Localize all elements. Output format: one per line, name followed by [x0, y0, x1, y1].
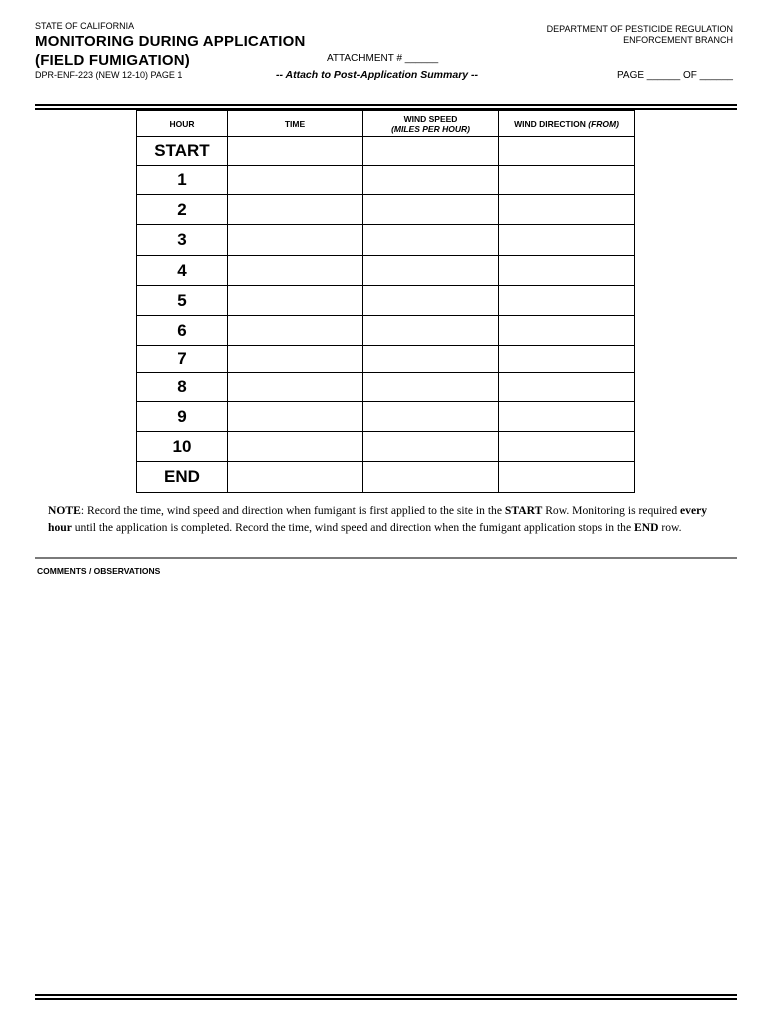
time-cell[interactable]	[228, 402, 363, 432]
hour-cell: 6	[137, 316, 228, 346]
table-row	[137, 432, 635, 462]
note-text-2: Row. Monitoring is required	[542, 504, 681, 517]
page-of-field[interactable]: PAGE ______ OF ______	[616, 70, 733, 81]
wind-speed-cell[interactable]	[363, 195, 499, 225]
table-row	[137, 256, 635, 286]
wind-direction-cell[interactable]	[499, 166, 635, 195]
wind-direction-cell[interactable]	[499, 137, 635, 166]
time-cell[interactable]	[228, 195, 363, 225]
wind-direction-label: WIND DIRECTION	[514, 118, 586, 129]
hour-cell: 7	[137, 346, 228, 373]
wind-direction-cell[interactable]	[499, 432, 635, 462]
state-label: STATE OF CALIFORNIA	[35, 21, 135, 31]
time-cell[interactable]	[228, 256, 363, 286]
time-cell[interactable]	[228, 137, 363, 166]
column-header-hour: HOUR	[137, 111, 228, 137]
wind-direction-cell[interactable]	[499, 225, 635, 256]
attach-instruction: -- Attach to Post-Application Summary --	[276, 69, 479, 81]
department-name: DEPARTMENT OF PESTICIDE REGULATION	[546, 24, 733, 34]
hour-cell: END	[137, 462, 228, 493]
time-cell[interactable]	[228, 346, 363, 373]
time-cell[interactable]	[228, 373, 363, 402]
wind-direction-cell[interactable]	[499, 402, 635, 432]
table-row	[137, 462, 635, 493]
wind-speed-cell[interactable]	[363, 166, 499, 195]
hour-cell: 8	[137, 373, 228, 402]
footer-divider-top	[35, 994, 737, 996]
table-row	[137, 286, 635, 316]
hour-cell: 5	[137, 286, 228, 316]
time-cell[interactable]	[228, 432, 363, 462]
footer-divider-bottom	[35, 998, 737, 1000]
table-row	[137, 316, 635, 346]
time-cell[interactable]	[228, 316, 363, 346]
comments-divider	[35, 557, 737, 559]
wind-direction-cell[interactable]	[499, 346, 635, 373]
wind-speed-cell[interactable]	[363, 432, 499, 462]
wind-direction-from: (FROM)	[588, 118, 619, 129]
wind-speed-cell[interactable]	[363, 373, 499, 402]
wind-direction-cell[interactable]	[499, 195, 635, 225]
table-row	[137, 166, 635, 195]
wind-speed-label: WIND SPEED	[403, 113, 458, 124]
wind-direction-cell[interactable]	[499, 373, 635, 402]
instruction-note	[48, 503, 718, 536]
branch-name: ENFORCEMENT BRANCH	[623, 35, 733, 45]
wind-direction-cell[interactable]	[499, 286, 635, 316]
hour-cell: 4	[137, 256, 228, 286]
attachment-number-field[interactable]: ATTACHMENT # ______	[327, 53, 439, 64]
note-text-4: row.	[658, 520, 682, 534]
form-title-line1: MONITORING DURING APPLICATION	[35, 33, 306, 50]
table-row	[137, 402, 635, 432]
monitoring-table	[136, 110, 635, 493]
note-text-3: until the application is completed. Record the time, wind speed and direction when the fumigant application stops in the	[71, 520, 635, 534]
wind-speed-cell[interactable]	[363, 316, 499, 346]
column-header-wind-speed	[363, 111, 499, 137]
note-label: NOTE	[48, 504, 81, 517]
header-divider-top	[35, 104, 737, 106]
wind-speed-cell[interactable]	[363, 225, 499, 256]
note-end-word: END	[634, 520, 659, 534]
time-cell[interactable]	[228, 462, 363, 493]
wind-speed-cell[interactable]	[363, 286, 499, 316]
hour-cell: 3	[137, 225, 228, 256]
column-header-wind-direction	[499, 111, 635, 137]
hour-cell: 1	[137, 166, 228, 195]
wind-speed-cell[interactable]	[363, 402, 499, 432]
wind-speed-cell[interactable]	[363, 256, 499, 286]
table-row	[137, 195, 635, 225]
table-row	[137, 225, 635, 256]
wind-speed-unit: (MILES PER HOUR)	[391, 123, 470, 134]
wind-speed-cell[interactable]	[363, 462, 499, 493]
time-cell[interactable]	[228, 286, 363, 316]
wind-direction-cell[interactable]	[499, 316, 635, 346]
time-cell[interactable]	[228, 166, 363, 195]
table-header-row	[137, 111, 635, 137]
comments-label: COMMENTS / OBSERVATIONS	[37, 566, 161, 576]
wind-speed-cell[interactable]	[363, 346, 499, 373]
hour-cell: 10	[137, 432, 228, 462]
note-every-hour: every hour	[48, 504, 708, 534]
form-title-line2: (FIELD FUMIGATION)	[35, 52, 190, 69]
comments-area[interactable]	[35, 580, 737, 990]
wind-direction-cell[interactable]	[499, 256, 635, 286]
note-text-1: : Record the time, wind speed and direction when fumigant is first applied to the site in the	[80, 504, 505, 517]
hour-cell: 2	[137, 195, 228, 225]
wind-speed-cell[interactable]	[363, 137, 499, 166]
column-header-time: TIME	[228, 111, 363, 137]
table-row	[137, 373, 635, 402]
table-row	[137, 137, 635, 166]
wind-direction-cell[interactable]	[499, 462, 635, 493]
form-id: DPR-ENF-223 (NEW 12-10) PAGE 1	[35, 70, 183, 80]
table-row	[137, 346, 635, 373]
hour-cell: 9	[137, 402, 228, 432]
time-cell[interactable]	[228, 225, 363, 256]
hour-cell: START	[137, 137, 228, 166]
note-start-word: START	[504, 504, 543, 517]
